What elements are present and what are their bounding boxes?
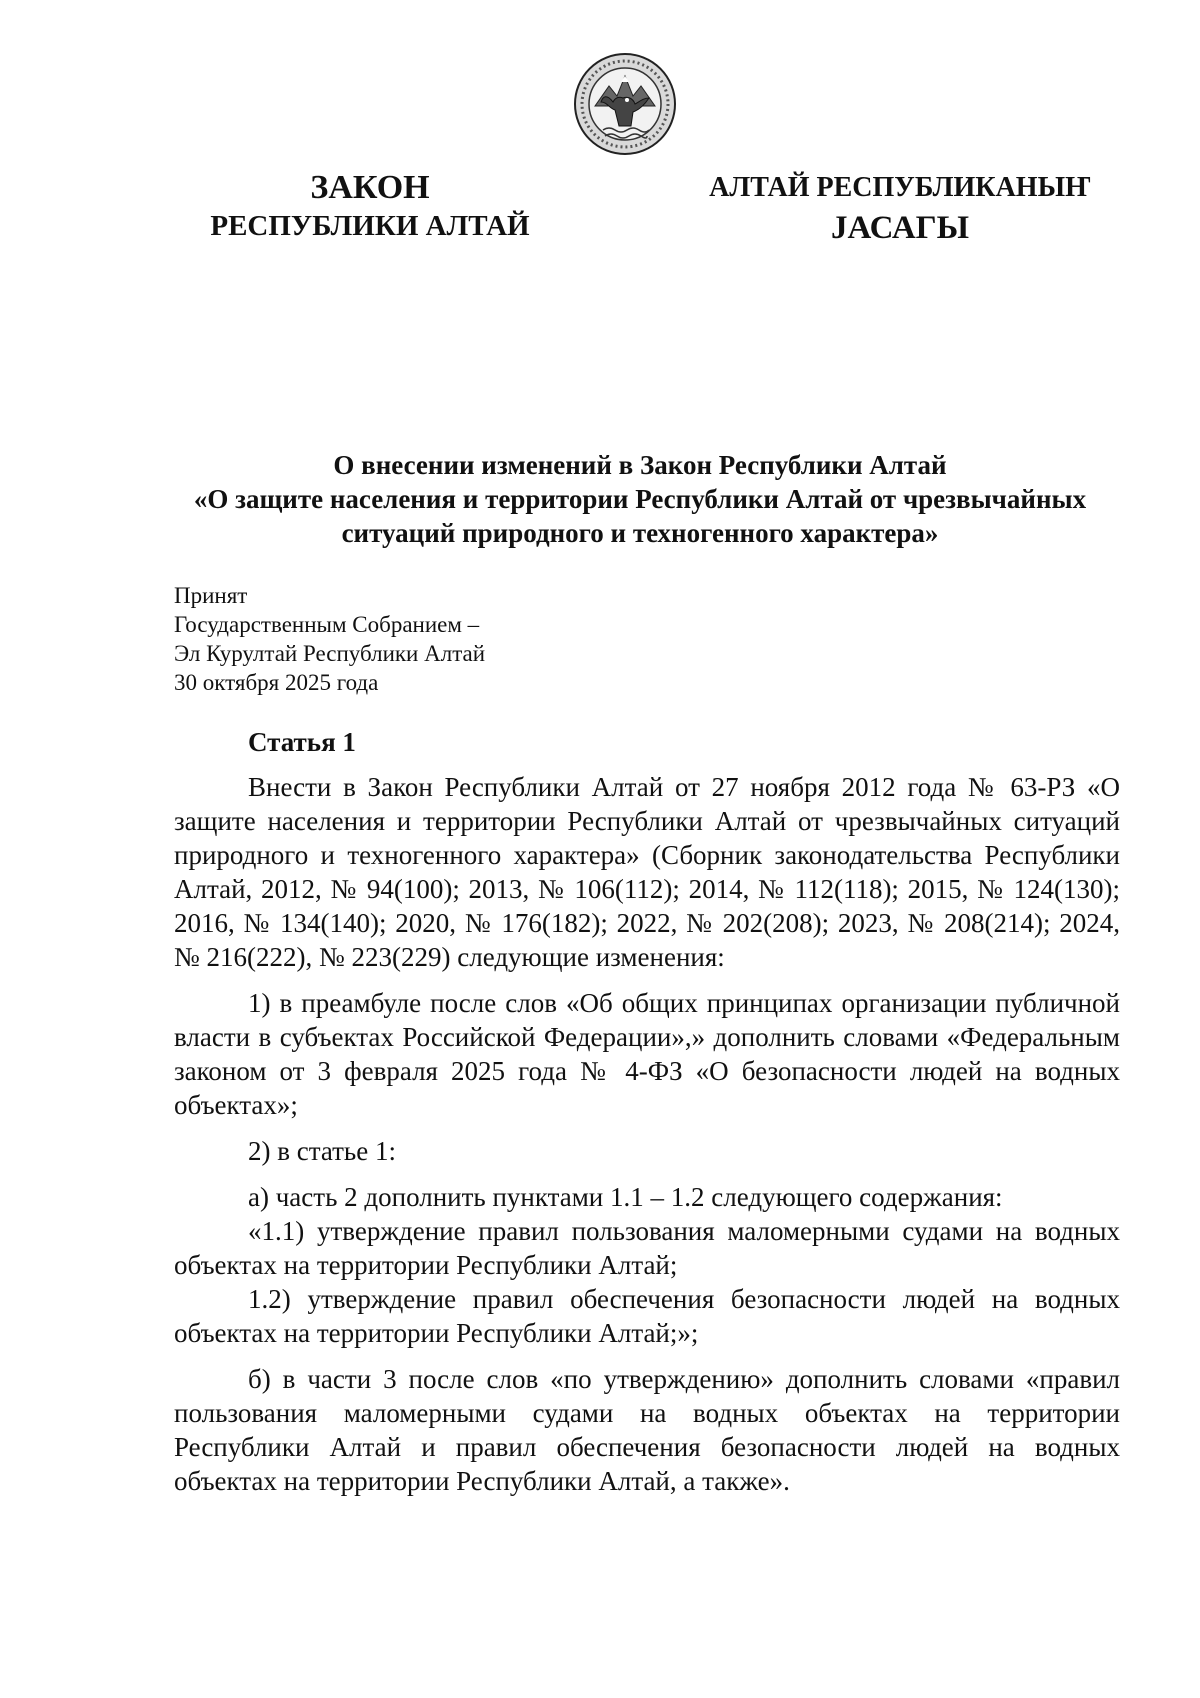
adoption-date: 30 октября 2025 года bbox=[174, 670, 379, 695]
adoption-block bbox=[174, 581, 485, 697]
title-line-3: ситуаций природного и техногенного характера» bbox=[341, 518, 939, 548]
header-republic-name: РЕСПУБЛИКИ АЛТАЙ bbox=[210, 210, 530, 242]
adoption-line-2: Государственным Собранием – bbox=[174, 612, 480, 637]
republic-altai-coat-of-arms-icon bbox=[573, 52, 677, 156]
header-left bbox=[175, 168, 565, 244]
header-republic-name-altai: АЛТАЙ РЕСПУБЛИКАНЫҤ bbox=[709, 172, 1091, 203]
article-paragraph: «1.1) утверждение правил пользования маломерными судами на водных объектах на территории Республики Алтай; bbox=[174, 1216, 1120, 1280]
title-line-2: «О защите населения и территории Республики Алтай от чрезвычайных bbox=[193, 484, 1087, 514]
article-paragraph: б) в части 3 после слов «по утверждению» дополнить словами «правил пользования маломерными судами на водных объектах на территории Республики Алтай и правил обеспечения безопасности людей на водных объектах на территории Республики Алтай, а также». bbox=[174, 1364, 1120, 1496]
article-body bbox=[174, 770, 1120, 1498]
article-heading: Статья 1 bbox=[248, 727, 356, 757]
article-paragraph: а) часть 2 дополнить пунктами 1.1 – 1.2 следующего содержания: bbox=[248, 1182, 1003, 1212]
article-paragraph: Внести в Закон Республики Алтай от 27 ноября 2012 года № 63-РЗ «О защите населения и территории Республики Алтай от чрезвычайных ситуаций природного и техногенного характера» (Сборник законодательства Республики Алтай, 2012, № 94(100); 2013, № 106(112); 2014, № 112(118); 2015, № 124(130); 2016, № 134(140); 2020, № 176(182); 2022, № 202(208); 2023, № 208(214); 2024, № 216(222), № 223(229) следующие изменения: bbox=[174, 772, 1120, 972]
adoption-line-1: Принят bbox=[174, 583, 248, 608]
article-paragraph: 2) в статье 1: bbox=[248, 1136, 396, 1166]
document-title bbox=[160, 448, 1120, 550]
header-law-word: ЗАКОН bbox=[310, 169, 430, 206]
header-law-word-altai: JАСАГЫ bbox=[830, 210, 970, 246]
title-line-1: О внесении изменений в Закон Республики Алтай bbox=[333, 450, 947, 480]
adoption-line-3: Эл Курултай Республики Алтай bbox=[174, 641, 486, 666]
article-paragraph: 1) в преамбуле после слов «Об общих принципах организации публичной власти в субъектах Российской Федерации»,» дополнить словами «Федеральным законом от 3 февраля 2025 года № 4-ФЗ «О безопасности людей на водных объектах»; bbox=[174, 988, 1120, 1120]
article-paragraph: 1.2) утверждение правил обеспечения безопасности людей на водных объектах на территории Республики Алтай;»; bbox=[174, 1284, 1120, 1348]
header-right bbox=[680, 168, 1120, 248]
